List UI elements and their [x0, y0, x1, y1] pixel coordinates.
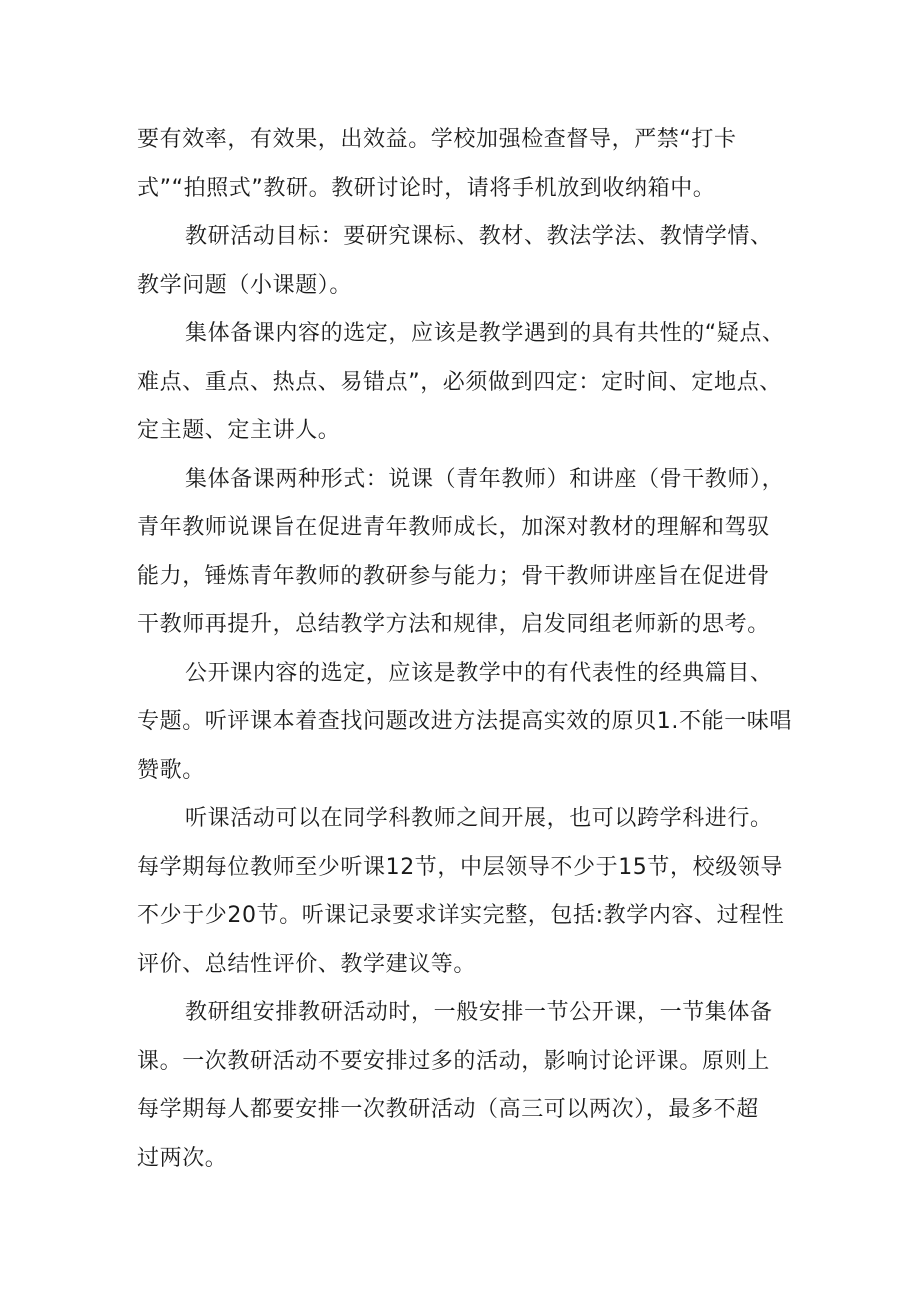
- paragraph-first-line: 教研组安排教研活动时，一般安排一节公开课，一节集体备: [185, 1000, 773, 1025]
- text-line: 教学问题（小课题）。: [137, 272, 353, 298]
- text-line: 每学期每位教师至少听课12节，中层领导不少于15节，校级领导: [137, 854, 783, 880]
- document-body: [137, 116, 807, 1183]
- paragraph-first-line: 教研活动目标：要研究课标、教材、教法学法、教情学情、: [185, 224, 773, 249]
- text-line: 评价、总结性评价、教学建议等。: [137, 951, 477, 977]
- text-line: 每学期每人都要安排一次教研活动（高三可以两次），最多不超: [137, 1097, 759, 1122]
- text-line: 难点、重点、热点、易错点”，必须做到四定：定时间、定地点、: [137, 369, 782, 395]
- text-line: 定主题、定主讲人。: [137, 418, 341, 443]
- text-line: 过两次。: [137, 1145, 228, 1171]
- text-line: 式”“拍照式”教研。教研讨论时，请将手机放到收纳箱中。: [137, 175, 716, 201]
- text-line: 干教师再提升，总结教学方法和规律，启发同组老师新的思考。: [137, 612, 770, 637]
- text-line: 课。一次教研活动不要安排过多的活动，影响讨论评课。原则上: [137, 1048, 770, 1074]
- text-line: 赞歌。: [137, 757, 205, 783]
- text-line: 专题。听评课本着查找问题改进方法提高实效的原贝1.不能一味唱: [137, 709, 792, 734]
- text-line: 能力，锤炼青年教师的教研参与能力；骨干教师讲座旨在促进骨: [137, 563, 770, 589]
- text-line: 青年教师说课旨在促进青年教师成长，加深对教材的理解和驾驭: [137, 515, 770, 540]
- text-line: 不少于少20节。听课记录要求详实完整，包括:教学内容、过程性: [137, 903, 785, 928]
- paragraph-first-line: 听课活动可以在同学科教师之间开展，也可以跨学科进行。: [185, 806, 773, 831]
- paragraph-first-line: 集体备课内容的选定，应该是教学遇到的具有共性的“疑点、: [185, 321, 785, 346]
- text-line: 要有效率，有效果，出效益。学校加强检查督导，严禁“打卡: [137, 127, 737, 152]
- paragraph-first-line: 公开课内容的选定，应该是教学中的有代表性的经典篇目、: [185, 660, 773, 686]
- paragraph-first-line: 集体备课两种形式：说课（青年教师）和讲座（骨干教师），: [185, 466, 785, 492]
